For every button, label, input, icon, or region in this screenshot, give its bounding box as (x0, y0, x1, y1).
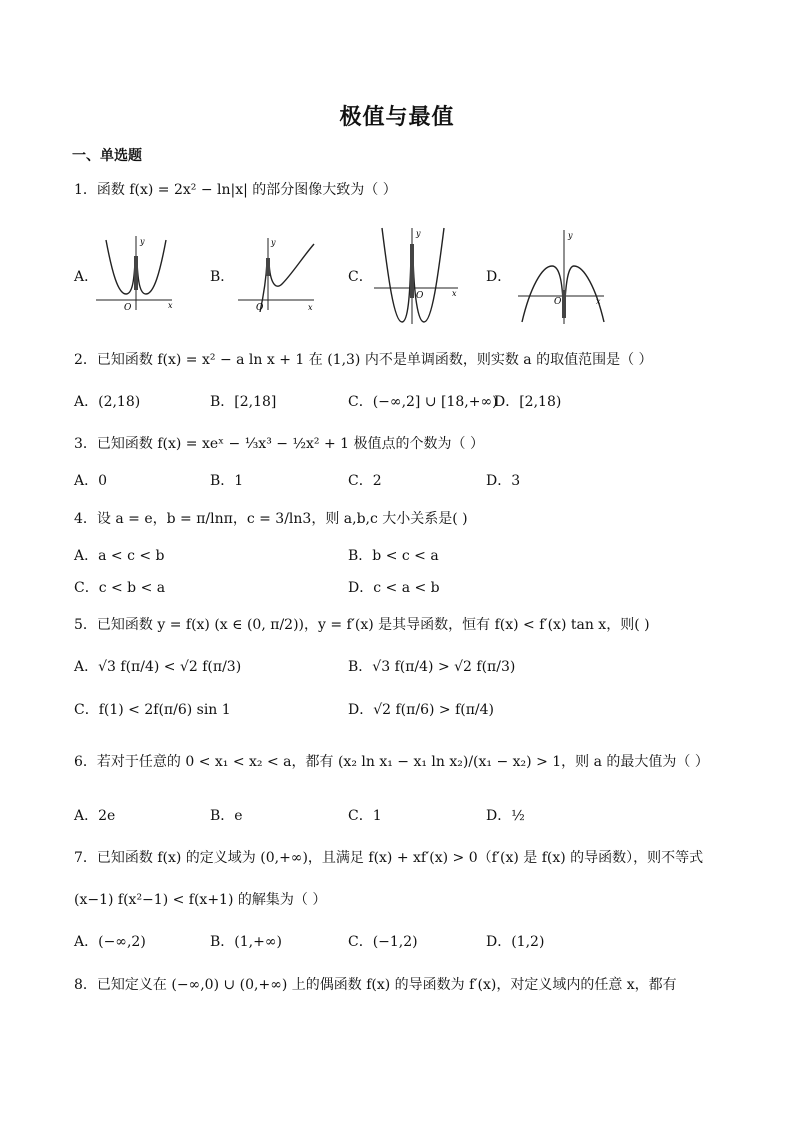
q1-option-b-label: B． (210, 269, 235, 285)
origin-label: O (416, 291, 424, 301)
q2-option-b: B．[2,18] (210, 394, 277, 410)
curve-left (106, 240, 135, 294)
q4-option-d: D．c < a < b (348, 580, 440, 596)
q2-option-d: D．[2,18) (494, 394, 562, 410)
question-5-stem: 5．已知函数 y = f(x) (x ∈ (0, π/2))，y = f′(x) 是其导函数，恒有 f(x) < f′(x) tan x，则( ) (74, 617, 650, 633)
q7-option-b: B．(1,+∞) (210, 934, 282, 950)
q5-option-c: C．f(1) < 2f(π/6) sin 1 (74, 702, 231, 718)
q6-option-d: D．½ (486, 808, 525, 824)
curve-left (382, 228, 411, 322)
x-label: x (596, 297, 601, 306)
q4-option-b: B．b < c < a (348, 548, 439, 564)
question-8-stem: 8．已知定义在 (−∞,0) ∪ (0,+∞) 上的偶函数 f(x) 的导函数为 f′(x)，对定义域内的任意 x，都有 (74, 977, 677, 993)
question-7-stem-line2: (x−1) f(x²−1) < f(x+1) 的解集为（ ） (74, 892, 327, 908)
question-1-stem: 1．函数 f(x) = 2x² − ln|x| 的部分图像大致为（ ） (74, 182, 397, 198)
curve-right (269, 244, 314, 286)
section-heading: 一、单选题 (72, 148, 142, 164)
origin-label: O (124, 303, 132, 312)
q5-option-a: A．√3 f(π/4) < √2 f(π/3) (74, 659, 242, 675)
question-4-stem: 4．设 a = e，b = π/lnπ，c = 3/ln3，则 a,b,c 大小关系是( ) (74, 511, 468, 527)
y-label: y (416, 229, 421, 238)
q3-option-d: D．3 (486, 473, 521, 489)
q1-graph-a (94, 232, 176, 312)
curve-right (413, 228, 444, 322)
asymptote-band (410, 244, 414, 298)
question-2-stem: 2．已知函数 f(x) = x² − a ln x + 1 在 (1,3) 内不是单调函数，则实数 a 的取值范围是（ ） (74, 352, 653, 368)
q5-option-d: D．√2 f(π/6) > f(π/4) (348, 702, 494, 718)
q1-graph-c (372, 226, 462, 326)
q7-option-d: D．(1,2) (486, 934, 545, 950)
page-title: 极值与最值 (339, 104, 455, 130)
q2-option-c: C．(−∞,2] ∪ [18,+∞) (348, 394, 498, 410)
q1-option-d-label: D． (486, 269, 512, 285)
q7-option-a: A．(−∞,2) (74, 934, 146, 950)
q2-option-a: A．(2,18) (74, 394, 141, 410)
question-6-stem: 6．若对于任意的 0 < x₁ < x₂ < a，都有 (x₂ ln x₁ − x₁ ln x₂)/(x₁ − x₂) > 1，则 a 的最大值为（ ） (74, 754, 709, 770)
curve-left (522, 266, 563, 322)
q1-option-c-label: C． (348, 269, 373, 285)
q6-option-c: C．1 (348, 808, 382, 824)
q1-graph-d (516, 228, 608, 326)
q7-option-c: C．(−1,2) (348, 934, 418, 950)
origin-label: O (256, 303, 264, 312)
q1-graph-b (236, 232, 318, 312)
y-label: y (140, 237, 145, 246)
y-label: y (271, 238, 276, 247)
x-label: x (452, 289, 457, 298)
asymptote-band (134, 256, 138, 290)
q4-option-c: C．c < b < a (74, 580, 166, 596)
curve-right (137, 240, 166, 294)
q3-option-a: A．0 (74, 473, 108, 489)
x-label: x (308, 303, 313, 312)
q6-option-b: B．e (210, 808, 243, 824)
x-label: x (168, 301, 173, 310)
curve-right (565, 266, 604, 322)
origin-label: O (554, 297, 562, 307)
asymptote-band (266, 258, 270, 276)
question-7-stem-line1: 7．已知函数 f(x) 的定义域为 (0,+∞)，且满足 f(x) + xf′(x) > 0（f′(x) 是 f(x) 的导函数），则不等式 (74, 850, 704, 866)
q5-option-b: B．√3 f(π/4) > √2 f(π/3) (348, 659, 516, 675)
q6-option-a: A．2e (74, 808, 116, 824)
question-3-stem: 3．已知函数 f(x) = xeˣ − ⅓x³ − ½x² + 1 极值点的个数为（ ） (74, 436, 484, 452)
y-label: y (568, 231, 573, 240)
q4-option-a: A．a < c < b (74, 548, 165, 564)
q3-option-c: C．2 (348, 473, 382, 489)
asymptote-band (562, 290, 566, 318)
q3-option-b: B．1 (210, 473, 244, 489)
q1-option-a-label: A． (74, 269, 99, 285)
